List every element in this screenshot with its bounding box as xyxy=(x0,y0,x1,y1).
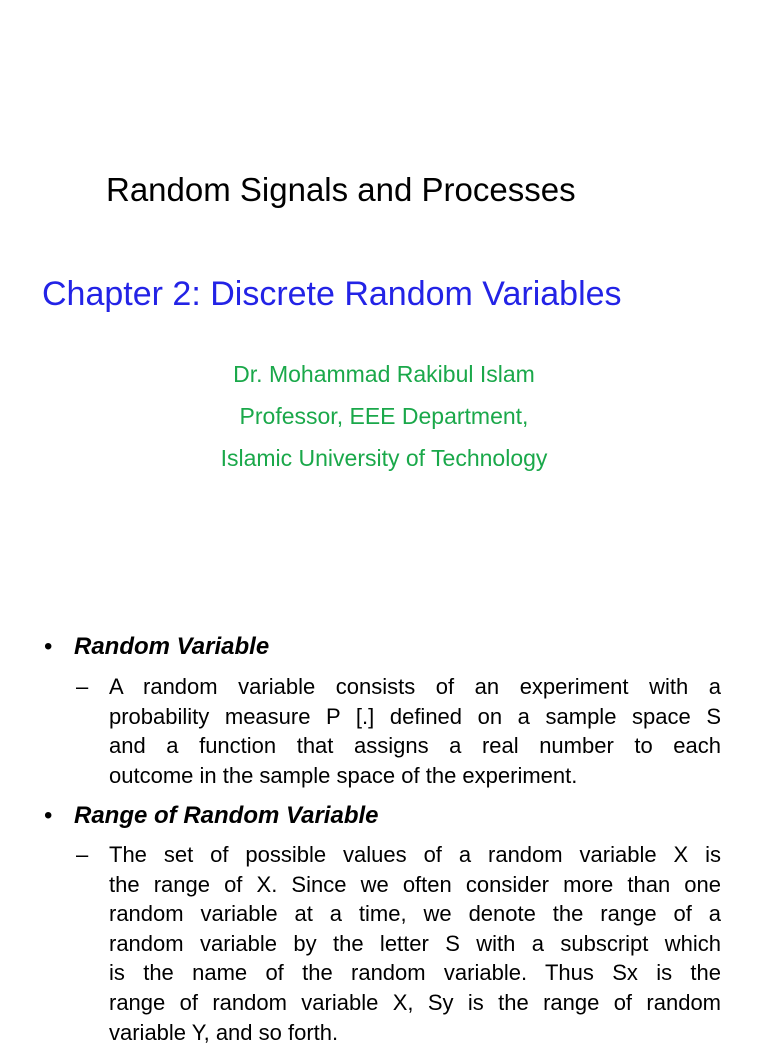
dash-marker: – xyxy=(76,842,89,867)
definition-line: range of random variable X, Sy is the range of random xyxy=(109,989,721,1015)
chapter-subtitle: Chapter 2: Discrete Random Variables xyxy=(42,275,622,313)
bullet-heading: Range of Random Variable xyxy=(74,802,379,829)
bullet-heading: Random Variable xyxy=(74,633,270,660)
author-name: Dr. Mohammad Rakibul Islam xyxy=(233,361,535,387)
definition-line: random variable at a time, we denote the range of a xyxy=(109,901,721,927)
definition-line: random variable by the letter S with a subscript which xyxy=(109,930,721,956)
author-block xyxy=(0,357,768,483)
definition-line: and a function that assigns a real number to each xyxy=(109,733,721,759)
definition-random-variable xyxy=(76,672,721,790)
definition-line: outcome in the sample space of the experiment. xyxy=(109,762,578,788)
dash-marker: – xyxy=(76,674,89,699)
content-slide xyxy=(0,600,768,1045)
author-position: Professor, EEE Department, xyxy=(239,403,529,429)
author-institution: Islamic University of Technology xyxy=(220,445,548,471)
bullet-range-of-random-variable xyxy=(44,799,379,833)
bullet-random-variable xyxy=(44,630,269,664)
definition-line: variable Y, and so forth. xyxy=(109,1019,339,1045)
definition-line: the range of X. Since we often consider more than one xyxy=(109,871,721,897)
definition-line: The set of possible values of a random variable X is xyxy=(109,842,721,867)
presentation-title: Random Signals and Processes xyxy=(106,171,576,208)
bullet-point-icon: • xyxy=(44,802,53,829)
definition-line: is the name of the random variable. Thus Sx is the xyxy=(109,960,721,986)
definition-line: A random variable consists of an experiment with a xyxy=(109,674,721,699)
definition-line: probability measure P [.] defined on a sample space S xyxy=(109,703,721,729)
definition-range xyxy=(76,840,721,1047)
bullet-point-icon: • xyxy=(44,633,53,660)
